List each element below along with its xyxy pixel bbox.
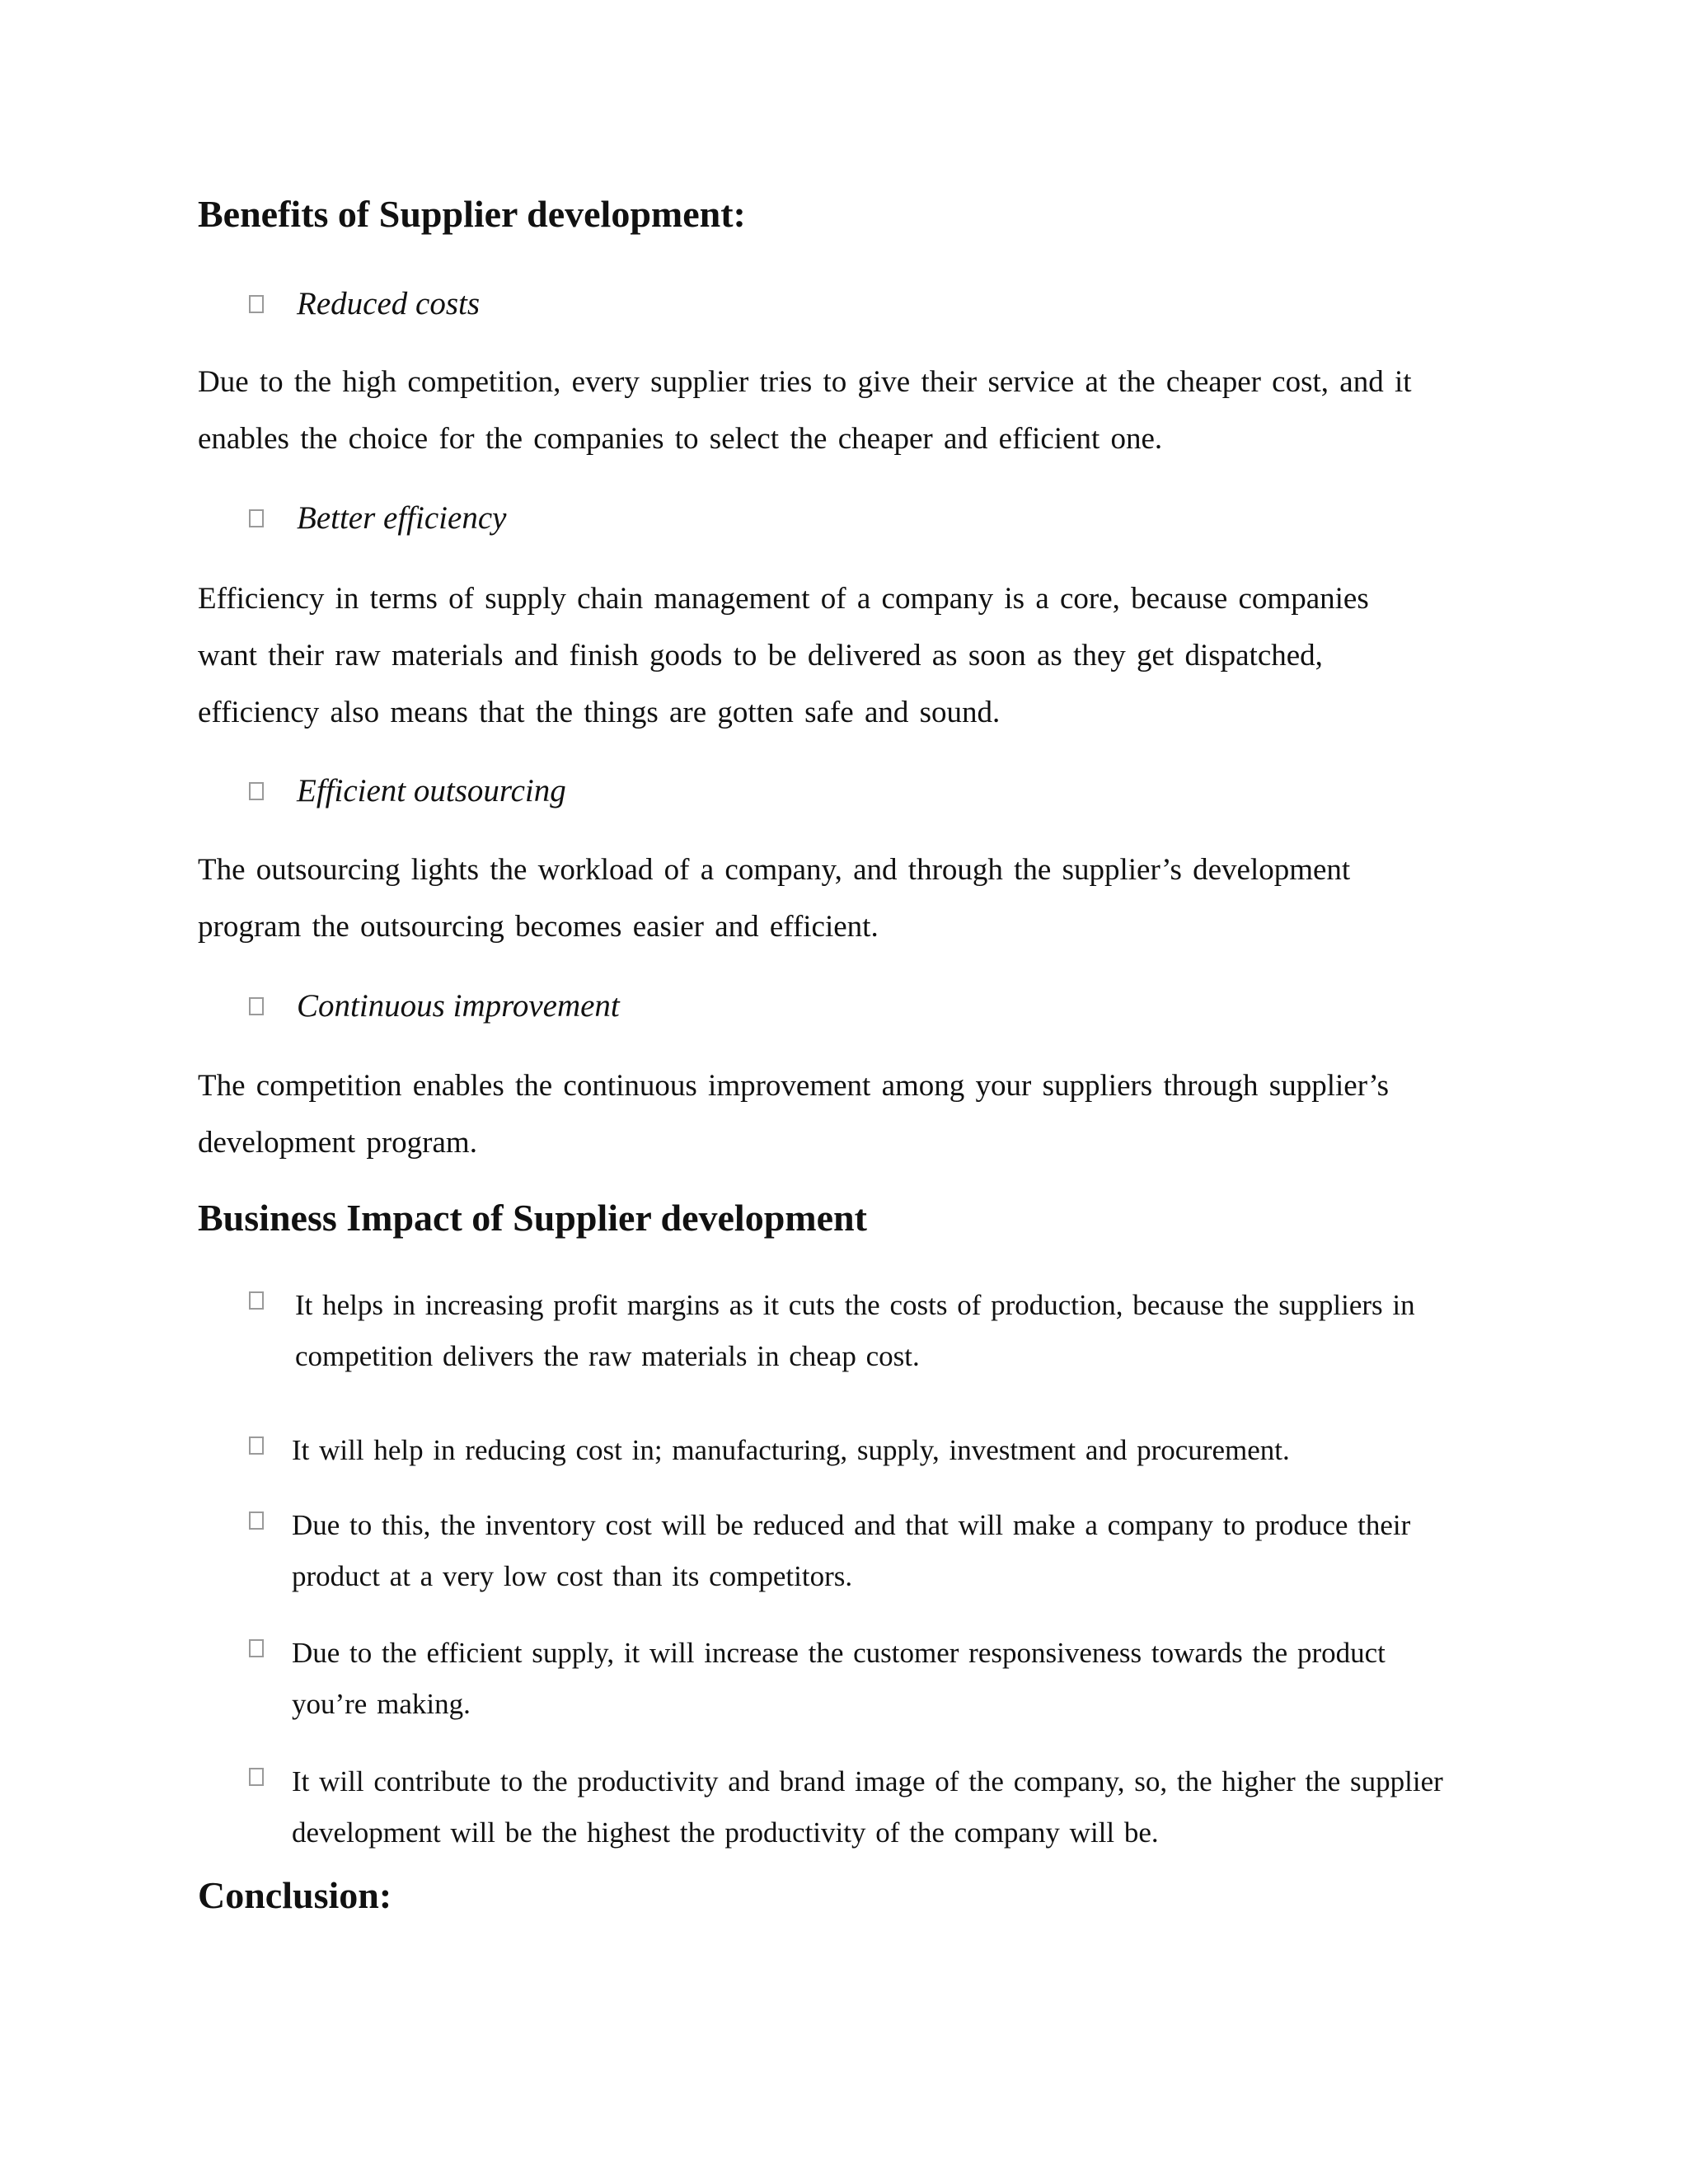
benefit-bullet-efficient-outsourcing <box>249 771 566 812</box>
benefit-bullet-reduced-costs <box>249 284 480 325</box>
bullet-box-icon <box>249 1768 264 1786</box>
impact-line: Due to this, the inventory cost will be reduced and that will make a company to produce their <box>292 1509 1411 1541</box>
bullet-box-icon <box>249 509 264 527</box>
impact-line: It will contribute to the productivity and brand image of the company, so, the higher the supplier <box>292 1765 1443 1797</box>
paragraph-line: The outsourcing lights the workload of a company, and through the supplier’s development <box>198 853 1351 887</box>
impact-line: It will help in reducing cost in; manufacturing, supply, investment and procurement. <box>292 1434 1290 1466</box>
paragraph-line: enables the choice for the companies to select the cheaper and efficient one. <box>198 422 1163 456</box>
impact-line: development will be the highest the productivity of the company will be. <box>292 1816 1159 1849</box>
paragraph-line: The competition enables the continuous improvement among your suppliers through supplier’s <box>198 1069 1390 1103</box>
heading-conclusion: Conclusion: <box>198 1874 392 1916</box>
benefit-title: Efficient outsourcing <box>297 773 566 808</box>
paragraph-line: Due to the high competition, every supplier tries to give their service at the cheaper cost, and it <box>198 365 1412 399</box>
benefit-bullet-better-efficiency <box>249 498 506 539</box>
impact-text <box>292 1425 1290 1476</box>
paragraph-line: development program. <box>198 1126 477 1160</box>
bullet-box-icon <box>249 782 264 800</box>
impact-text <box>292 1500 1410 1602</box>
benefit-title: Better efficiency <box>297 500 507 536</box>
paragraph-line: Efficiency in terms of supply chain management of a company is a core, because companies <box>198 582 1369 616</box>
impact-line: product at a very low cost than its competitors. <box>292 1560 853 1592</box>
impact-text <box>292 1628 1386 1730</box>
benefit-paragraph <box>198 1057 1484 1171</box>
paragraph-line: efficiency also means that the things are gotten safe and sound. <box>198 696 1001 729</box>
benefit-title: Reduced costs <box>297 286 481 321</box>
benefit-bullet-continuous-improvement <box>249 986 620 1027</box>
impact-line: you’re making. <box>292 1688 471 1720</box>
benefit-title: Continuous improvement <box>297 988 620 1024</box>
impact-text <box>295 1280 1415 1382</box>
impact-line: competition delivers the raw materials in cheap cost. <box>295 1340 920 1372</box>
bullet-box-icon <box>249 1511 264 1530</box>
paragraph-line: want their raw materials and finish goods to be delivered as soon as they get dispatched, <box>198 639 1323 673</box>
bullet-box-icon <box>249 1436 264 1455</box>
impact-line: Due to the efficient supply, it will increase the customer responsiveness towards the product <box>292 1637 1386 1669</box>
impact-line: It helps in increasing profit margins as it cuts the costs of production, because the suppliers in <box>295 1289 1415 1321</box>
bullet-box-icon <box>249 295 264 313</box>
impact-text <box>292 1756 1443 1858</box>
benefit-paragraph <box>198 570 1484 741</box>
heading-business-impact: Business Impact of Supplier development <box>198 1197 867 1239</box>
benefit-paragraph <box>198 841 1484 955</box>
heading-benefits: Benefits of Supplier development: <box>198 193 746 235</box>
bullet-box-icon <box>249 1639 264 1657</box>
benefit-paragraph <box>198 354 1484 467</box>
bullet-box-icon <box>249 1291 264 1310</box>
bullet-box-icon <box>249 997 264 1015</box>
paragraph-line: program the outsourcing becomes easier and efficient. <box>198 910 879 944</box>
